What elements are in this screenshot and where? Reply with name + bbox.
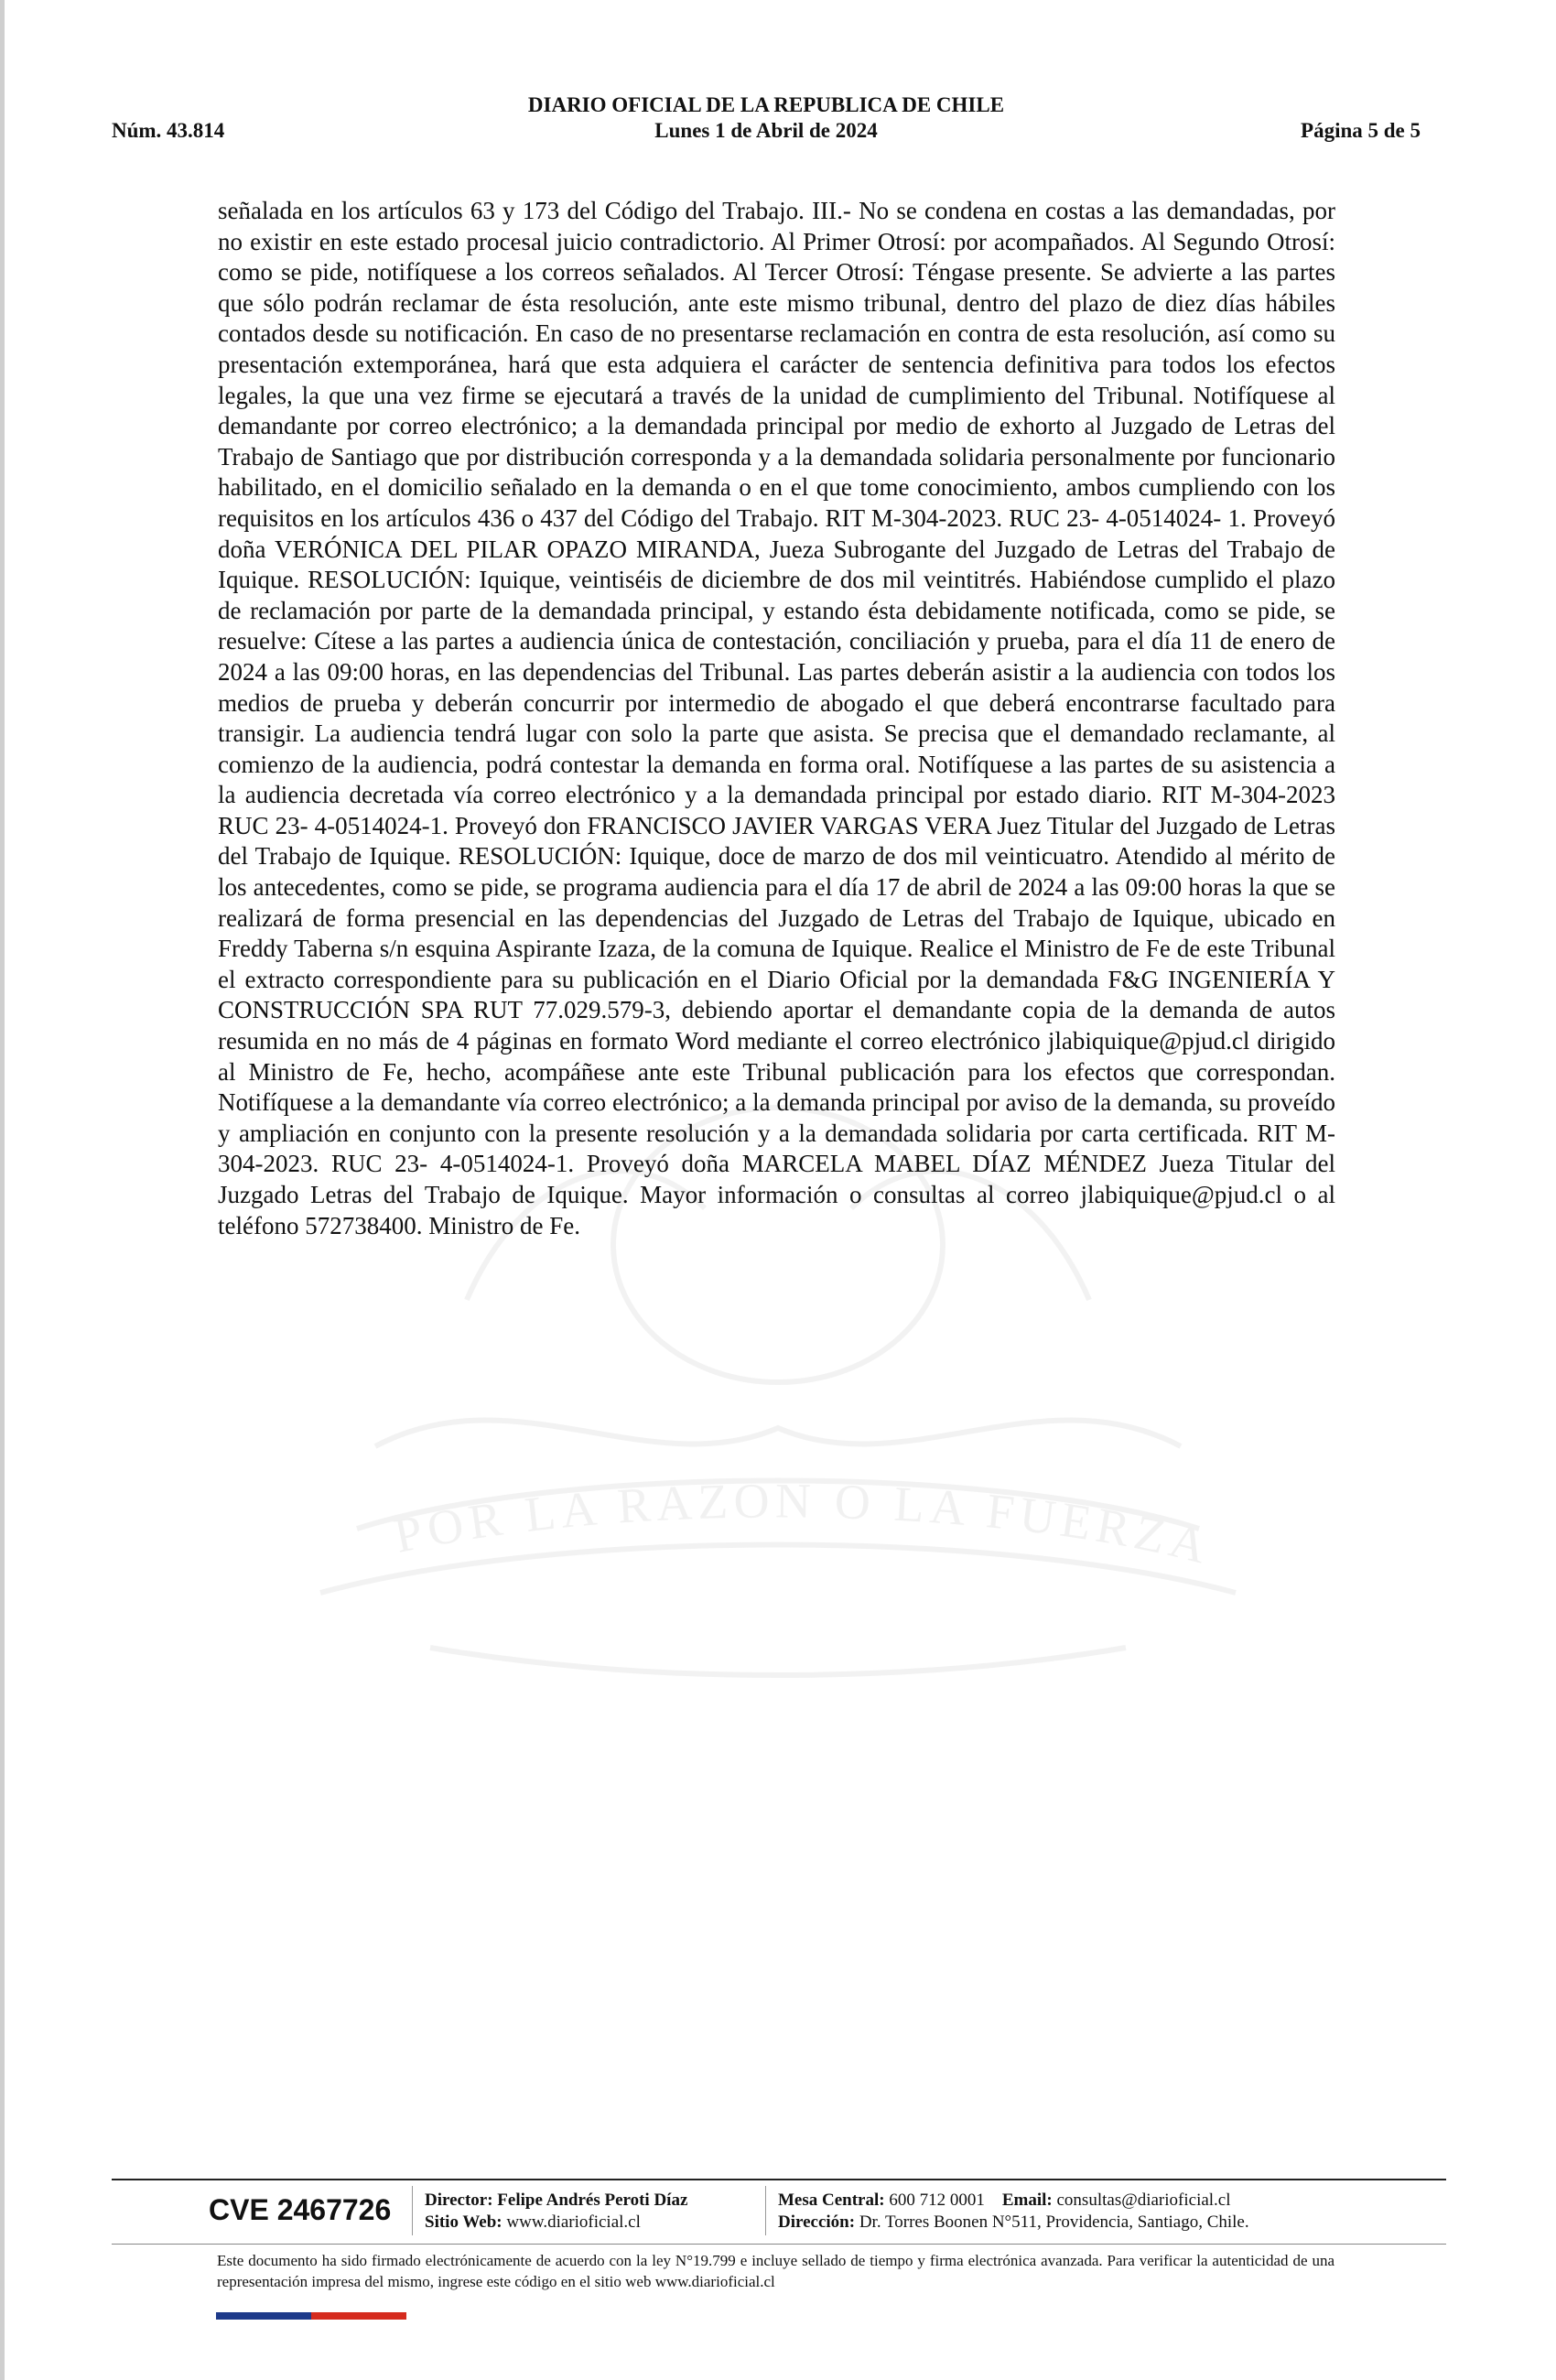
flag-red-segment [311,2312,406,2320]
issue-number: Núm. 43.814 [112,119,225,142]
footer-separator [765,2186,766,2235]
flag-color-bar [216,2312,406,2320]
footer-divider [112,2179,1446,2180]
site-label: Sitio Web: [425,2212,502,2232]
footer-contact-block [778,2190,1249,2234]
flag-blue-segment [216,2312,311,2320]
site-link[interactable]: www.diarioficial.cl [506,2212,641,2232]
mesa-label: Mesa Central: [778,2191,885,2210]
watermark-motto: POR LA RAZON O LA FUERZA [389,1473,1218,1575]
cve-code: CVE 2467726 [209,2193,392,2226]
page-edge [0,0,5,2380]
director-label: Director: [425,2191,493,2210]
body-text: señalada en los artículos 63 y 173 del Código del Trabajo. III.- No se condena en costas a las demandadas, por no existir en este estado procesal juicio contradictorio. Al Primer Otrosí: por acompañados. Al Segundo Otrosí: como se pide, notifíquese a los correos señalados. Al Tercer Otrosí: Téngase presente. Se advierte a las partes que sólo podrán reclamar de ésta resolución, ante este mismo tribunal, dentro del plazo de diez días hábiles contados desde su notificación. En caso de no presentarse reclamación en contra de esta resolución, así como su presentación extemporánea, hará que esta adquiera el carácter de sentencia definitiva para todos los efectos legales, la que una vez firme se ejecutará a través de la unidad de cumplimiento del Tribunal. Notifíquese al demandante por correo electrónico; a la demandada principal por medio de exhorto al Juzgado de Letras del Trabajo de Santiago que por distribución corresponda y a la demandada solidaria personalmente por funcionario habilitado, en el domicilio señalado en la demanda o en el que tome conocimiento, ambos cumpliendo con los requisitos en los artículos 436 o 437 del Código del Trabajo. RIT M-304-2023. RUC 23- 4-0514024- 1. Proveyó doña VERÓNICA DEL PILAR OPAZO MIRANDA, Jueza Subrogante del Juzgado de Letras del Trabajo de Iquique. RESOLUCIÓN: Iquique, veintiséis de diciembre de dos mil veintitrés. Habiéndose cumplido el plazo de reclamación por parte de la demandada principal, y estando ésta debidamente notificada, como se pide, se resuelve: Cítese a las partes a audiencia única de contestación, conciliación y prueba, para el día 11 de enero de 2024 a las 09:00 horas, en las dependencias del Tribunal. Las partes deberán asistir a la audiencia con todos los medios de prueba y deberán concurrir por intermedio de abogado el que deberá encontrarse facultado para transigir. La audiencia tendrá lugar con solo la parte que asista. Se precisa que el demandado reclamante, al comienzo de la audiencia, podrá contestar la demanda en forma oral. Notifíquese a las partes de su asistencia a la audiencia decretada vía correo electrónico y a la demandada principal por estado diario. RIT M-304-2023 RUC 23- 4-0514024-1. Proveyó don FRANCISCO JAVIER VARGAS VERA Juez Titular del Juzgado de Letras del Trabajo de Iquique. RESOLUCIÓN: Iquique, doce de marzo de dos mil veinticuatro. Atendido al mérito de los antecedentes, como se pide, se programa audiencia para el día 17 de abril de 2024 a las 09:00 horas la que se realizará de forma presencial en las dependencias del Juzgado de Letras del Trabajo de Iquique, ubicado en Freddy Taberna s/n esquina Aspirante Izaza, de la comuna de Iquique. Realice el Ministro de Fe de este Tribunal el extracto correspondiente para su publicación en el Diario Oficial por la demandada F&G INGENIERÍA Y CONSTRUCCIÓN SPA RUT 77.029.579-3, debiendo aportar el demandante copia de la demanda de autos resumida en no más de 4 páginas en formato Word mediante el correo electrónico jlabiquique@pjud.cl dirigido al Ministro de Fe, hecho, acompáñese ante este Tribunal publicación para los efectos que correspondan. Notifíquese a la demandante vía correo electrónico; a la demanda principal por aviso de la demanda, su proveído y ampliación en conjunto con la presente resolución y a la demandada solidaria por carta certificada. RIT M-304-2023. RUC 23- 4-0514024-1. Proveyó doña MARCELA MABEL DÍAZ MÉNDEZ Jueza Titular del Juzgado Letras del Trabajo de Iquique. Mayor información o consultas al correo jlabiquique@pjud.cl o al teléfono 572738400. Ministro de Fe. [218,197,1335,1239]
page-number: Página 5 de 5 [1301,119,1421,142]
mesa-phone: 600 712 0001 [889,2191,985,2210]
address-label: Dirección: [778,2212,856,2232]
footer-director-block [425,2190,687,2234]
newspaper-title: DIARIO OFICIAL DE LA REPUBLICA DE CHILE [527,93,1005,116]
address-value: Dr. Torres Boonen N°511, Providencia, Santiago, Chile. [859,2212,1249,2232]
email-label: Email: [1001,2191,1053,2210]
footer-divider-secondary [112,2244,1446,2245]
email-link[interactable]: consultas@diarioficial.cl [1056,2191,1231,2210]
director-name: Felipe Andrés Peroti Díaz [497,2191,688,2210]
issue-date: Lunes 1 de Abril de 2024 [654,119,878,142]
signature-disclaimer: Este documento ha sido firmado electrónicamente de acuerdo con la ley N°19.799 e incluye sellado de tiempo y firma electrónica avanzada. Para verificar la autenticidad de una representación impresa del mismo, ingrese este código en el sitio web www.diarioficial.cl [217,2252,1334,2290]
footer-separator [412,2186,413,2235]
page-header [112,92,1421,150]
